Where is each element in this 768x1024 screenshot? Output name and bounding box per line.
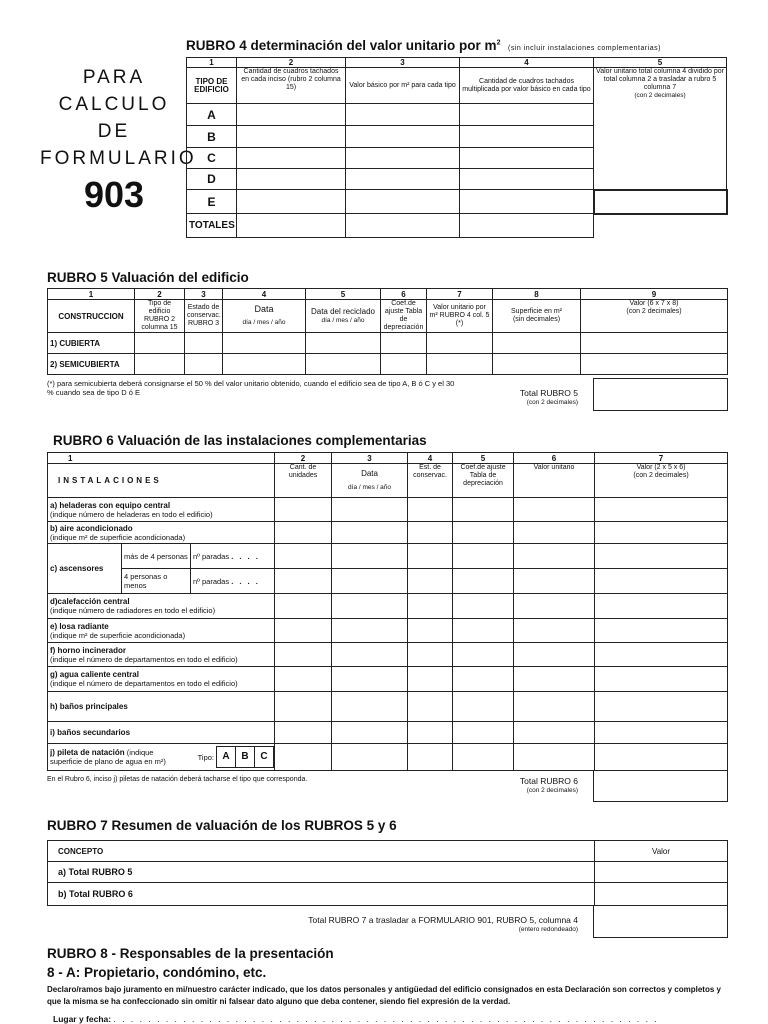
rubro5-cell-input[interactable] xyxy=(306,354,381,375)
rubro5-colnum: 4 xyxy=(223,289,306,300)
rubro6-colnum: 7 xyxy=(595,453,728,464)
rubro6-cell-input[interactable] xyxy=(408,498,453,522)
rubro5-cell-input[interactable] xyxy=(223,354,306,375)
rubro4-cell-input[interactable] xyxy=(346,190,460,214)
rubro5-cell-input[interactable] xyxy=(185,333,223,354)
rubro4-subtitle: (sin incluir instalaciones complementarias) xyxy=(507,45,661,52)
rubro4-total-input[interactable] xyxy=(237,214,346,238)
rubro7-header-concepto: CONCEPTO xyxy=(48,841,595,862)
rubro4-cell-input[interactable] xyxy=(237,104,346,126)
rubro6-cell-input[interactable] xyxy=(453,544,514,569)
rubro4-cell-input[interactable] xyxy=(346,148,460,169)
rubro6-cell-input[interactable] xyxy=(408,722,453,744)
rubro6-header-data-text: Data xyxy=(361,469,378,478)
rubro4-cell-input[interactable] xyxy=(460,190,594,214)
tipo-option-b[interactable]: B xyxy=(235,746,255,768)
rubro6-row-g-title: g) agua caliente central xyxy=(50,670,139,679)
rubro6-cell-input[interactable] xyxy=(514,722,595,744)
rubro4-cell-input[interactable] xyxy=(460,104,594,126)
rubro4-colnum: 4 xyxy=(460,58,594,68)
rubro5-colnum: 6 xyxy=(381,289,427,300)
rubro6-cell-input[interactable] xyxy=(595,722,728,744)
rubro6-cell-input[interactable] xyxy=(514,544,595,569)
rubro5-header-valor xyxy=(581,300,728,333)
rubro5-header-coef: Coef.de ajuste Tabla de depreciación xyxy=(381,300,427,333)
rubro6-paradas-dots[interactable]: . . . . xyxy=(231,576,260,586)
side-title-line1: PARA xyxy=(82,67,146,88)
rubro6-cell-input[interactable] xyxy=(453,667,514,692)
rubro4-title-sup: 2 xyxy=(496,39,501,47)
rubro6-header-valor xyxy=(595,464,728,498)
rubro5-cell-input[interactable] xyxy=(581,354,728,375)
rubro5-cell-input[interactable] xyxy=(427,333,493,354)
rubro6-cell-input[interactable] xyxy=(275,594,332,619)
rubro6-cell-input[interactable] xyxy=(595,667,728,692)
rubro6-tipo-selector xyxy=(198,744,274,770)
rubro7-table xyxy=(47,840,728,906)
rubro6-header-instalaciones: INSTALACIONES xyxy=(48,464,275,498)
rubro5-cell-input[interactable] xyxy=(306,333,381,354)
rubro6-total-label-block xyxy=(470,776,578,796)
rubro5-colnum: 8 xyxy=(493,289,581,300)
rubro6-row-j xyxy=(48,744,275,771)
rubro6-colnum: 2 xyxy=(275,453,332,464)
rubro6-cell-input[interactable] xyxy=(332,522,408,544)
rubro5-cell-input[interactable] xyxy=(427,354,493,375)
rubro6-cell-input[interactable] xyxy=(332,667,408,692)
rubro4-cell-input[interactable] xyxy=(346,126,460,148)
rubro4-cell-input[interactable] xyxy=(460,126,594,148)
rubro5-colnum: 3 xyxy=(185,289,223,300)
rubro6-table xyxy=(47,452,728,771)
rubro6-header-coef: Coef.de ajuste Tabla de depreciación xyxy=(453,464,514,498)
rubro6-cell-input[interactable] xyxy=(595,744,728,771)
rubro6-colnum: 4 xyxy=(408,453,453,464)
rubro6-total-sub: (con 2 decimales) xyxy=(526,787,578,794)
rubro5-cell-input[interactable] xyxy=(185,354,223,375)
rubro6-cell-input[interactable] xyxy=(453,594,514,619)
rubro6-row-a-title: a) heladeras con equipo central xyxy=(50,500,171,510)
rubro6-row-f-sub: (indique el número de departamentos en todo el edificio) xyxy=(50,654,238,664)
rubro6-row-c-opt2: 4 personas o menos xyxy=(122,569,191,594)
rubro6-cell-input[interactable] xyxy=(332,722,408,744)
rubro6-row-e-title: e) losa radiante xyxy=(50,621,109,631)
rubro6-cell-input[interactable] xyxy=(275,744,332,771)
rubro6-cell-input[interactable] xyxy=(275,544,332,569)
rubro7-row-total6: b) Total RUBRO 6 xyxy=(48,883,595,906)
rubro6-colnum: 6 xyxy=(514,453,595,464)
rubro6-cell-input[interactable] xyxy=(275,692,332,722)
rubro6-paradas-label: nº paradas xyxy=(193,576,230,586)
rubro5-header-valor-text: Valor (6 x 7 x 8) xyxy=(629,300,679,307)
rubro4-header-cantidad: Cantidad de cuadros tachados en cada inciso (rubro 2 columna 15) xyxy=(237,68,346,104)
rubro6-paradas-dots[interactable]: . . . . xyxy=(231,551,260,561)
rubro4-colnum: 1 xyxy=(187,58,237,68)
rubro6-cell-input[interactable] xyxy=(408,667,453,692)
rubro5-header-data xyxy=(223,300,306,333)
rubro5-cell-input[interactable] xyxy=(493,333,581,354)
rubro6-cell-input[interactable] xyxy=(595,643,728,667)
rubro4-row-label: E xyxy=(187,190,237,214)
rubro4-total-input[interactable] xyxy=(346,214,460,238)
rubro6-header-estado: Est. de conservac. xyxy=(408,464,453,498)
rubro5-header-estado: Estado de conservac. RUBRO 3 xyxy=(185,300,223,333)
rubro5-row-semicubierta: 2) SEMICUBIERTA xyxy=(48,354,135,375)
rubro5-total-label-block xyxy=(470,388,578,408)
rubro6-header-data-sub: día / mes / año xyxy=(348,484,392,491)
rubro6-row-b-sub: (indique m² de superficie acondicionada) xyxy=(50,532,186,542)
rubro6-cell-input[interactable] xyxy=(408,619,453,643)
rubro5-colnum: 9 xyxy=(581,289,728,300)
rubro6-cell-input[interactable] xyxy=(453,722,514,744)
rubro5-colnum: 2 xyxy=(135,289,185,300)
rubro8-place-date xyxy=(53,1014,659,1024)
rubro4-cell-input[interactable] xyxy=(460,169,594,190)
rubro5-header-valor-unitario: Valor unitario por m² RUBRO 4 col. 5 (*) xyxy=(427,300,493,333)
side-title-line4: FORMULARIO xyxy=(40,148,197,169)
rubro6-colnum: 1 xyxy=(48,453,275,464)
rubro6-cell-input[interactable] xyxy=(275,667,332,692)
rubro4-colnum: 2 xyxy=(237,58,346,68)
rubro6-cell-input[interactable] xyxy=(408,643,453,667)
rubro6-cell-input[interactable] xyxy=(453,498,514,522)
rubro5-colnum: 7 xyxy=(427,289,493,300)
rubro7-total-label: Total RUBRO 7 a trasladar a FORMULARIO 901, RUBRO 5, columna 4 xyxy=(308,915,578,925)
rubro6-row-j-sub1: (indique xyxy=(126,748,154,757)
rubro5-header-data-text: Data xyxy=(254,304,274,314)
rubro7-header-valor: Valor xyxy=(595,841,728,862)
rubro6-cell-input[interactable] xyxy=(332,544,408,569)
rubro6-row-g xyxy=(48,667,275,692)
rubro5-colnum: 1 xyxy=(48,289,135,300)
rubro6-cell-input[interactable] xyxy=(408,744,453,771)
rubro4-colnum: 3 xyxy=(346,58,460,68)
rubro5-header-reciclado-sub: día / mes / año xyxy=(321,317,365,324)
rubro6-cell-input[interactable] xyxy=(408,594,453,619)
rubro4-header-decimales: (con 2 decimales) xyxy=(634,92,686,99)
tipo-option-a[interactable]: A xyxy=(216,746,236,768)
rubro5-header-reciclado-text: Data del reciclado xyxy=(310,307,376,316)
rubro6-row-d-sub: (indique número de radiadores en todo el edificio) xyxy=(50,606,216,615)
rubro6-cell-input[interactable] xyxy=(595,544,728,569)
rubro6-row-b xyxy=(48,522,275,544)
rubro6-cell-input[interactable] xyxy=(514,619,595,643)
rubro6-total-label: Total RUBRO 6 xyxy=(519,776,578,786)
rubro5-note: (*) para semicubierta deberá consignarse el 50 % del valor unitario obtenido, cuando el edificio sea de tipo A, B ó C y el 30 % cuando sea de tipo D ó E xyxy=(47,379,455,397)
rubro6-row-f-title: f) horno incinerador xyxy=(50,645,126,655)
rubro4-title xyxy=(186,38,661,53)
rubro6-row-c-title: c) ascensores xyxy=(48,544,122,594)
rubro4-valor-unitario-input[interactable] xyxy=(594,190,727,214)
rubro4-row-label: C xyxy=(187,148,237,169)
rubro6-cell-input[interactable] xyxy=(514,667,595,692)
rubro5-header-construccion: CONSTRUCCION xyxy=(48,300,135,333)
rubro6-cell-input[interactable] xyxy=(514,498,595,522)
rubro4-table xyxy=(186,57,728,238)
rubro6-cell-input[interactable] xyxy=(453,619,514,643)
rubro6-cell-input[interactable] xyxy=(275,619,332,643)
rubro6-paradas-label: nº paradas xyxy=(193,551,230,561)
rubro6-cell-input[interactable] xyxy=(595,692,728,722)
rubro4-empty xyxy=(594,214,727,238)
rubro6-cell-input[interactable] xyxy=(332,569,408,594)
rubro5-cell-input[interactable] xyxy=(223,333,306,354)
rubro6-cell-input[interactable] xyxy=(453,522,514,544)
rubro5-header-superficie xyxy=(493,300,581,333)
rubro4-cell-input[interactable] xyxy=(237,148,346,169)
rubro7-total-input[interactable] xyxy=(593,905,728,938)
rubro8-title: RUBRO 8 - Responsables de la presentación xyxy=(47,946,334,961)
rubro5-row-cubierta: 1) CUBIERTA xyxy=(48,333,135,354)
rubro6-row-c-paradas2 xyxy=(191,569,275,594)
rubro4-row-label: B xyxy=(187,126,237,148)
rubro6-row-j-sub2: superficie de plano de agua en m²) xyxy=(50,757,166,766)
rubro6-colnum: 5 xyxy=(453,453,514,464)
rubro6-cell-input[interactable] xyxy=(332,744,408,771)
rubro6-total-input[interactable] xyxy=(593,770,728,802)
rubro6-header-valor-unitario: Valor unitario xyxy=(514,464,595,498)
rubro6-cell-input[interactable] xyxy=(595,619,728,643)
rubro5-header-valor-sub: (con 2 decimales) xyxy=(626,308,682,315)
rubro6-row-d-title: d)calefacción central xyxy=(50,597,130,606)
rubro6-cell-input[interactable] xyxy=(595,522,728,544)
rubro6-cell-input[interactable] xyxy=(332,594,408,619)
rubro5-cell-input[interactable] xyxy=(381,333,427,354)
rubro7-title: RUBRO 7 Resumen de valuación de los RUBROS 5 y 6 xyxy=(47,818,397,833)
rubro4-header-valor-unitario xyxy=(594,68,727,190)
rubro4-cell-input[interactable] xyxy=(237,126,346,148)
rubro5-table xyxy=(47,288,728,375)
rubro6-row-i-title: i) baños secundarios xyxy=(48,722,275,744)
rubro4-row-label: D xyxy=(187,169,237,190)
rubro7-row-total5: a) Total RUBRO 5 xyxy=(48,862,595,883)
rubro4-header-multiplicada: Cantidad de cuadros tachados multiplicada por valor básico en cada tipo xyxy=(460,68,594,104)
rubro5-cell-input[interactable] xyxy=(581,333,728,354)
rubro6-row-f xyxy=(48,643,275,667)
rubro8-place-date-label: Lugar y fecha: xyxy=(53,1014,112,1024)
rubro6-cell-input[interactable] xyxy=(514,692,595,722)
side-title-line2: CALCULO xyxy=(58,94,170,115)
rubro6-cell-input[interactable] xyxy=(514,569,595,594)
rubro6-title: RUBRO 6 Valuación de las instalaciones complementarias xyxy=(53,433,427,448)
rubro5-header-superficie-sub: (sin decimales) xyxy=(512,316,561,323)
rubro6-cell-input[interactable] xyxy=(332,643,408,667)
rubro6-cell-input[interactable] xyxy=(332,498,408,522)
rubro6-row-j-title: j) pileta de natación xyxy=(50,748,125,757)
rubro5-colnum: 5 xyxy=(306,289,381,300)
rubro5-title: RUBRO 5 Valuación del edificio xyxy=(47,270,249,285)
rubro7-total5-input[interactable] xyxy=(595,862,728,883)
rubro6-cell-input[interactable] xyxy=(514,744,595,771)
rubro4-title-text: RUBRO 4 determinación del valor unitario por m xyxy=(186,38,497,53)
rubro5-header-data-reciclado xyxy=(306,300,381,333)
rubro4-cell-input[interactable] xyxy=(460,148,594,169)
rubro6-cell-input[interactable] xyxy=(453,744,514,771)
rubro5-cell-input[interactable] xyxy=(135,333,185,354)
rubro4-cell-input[interactable] xyxy=(237,190,346,214)
rubro6-cell-input[interactable] xyxy=(275,722,332,744)
rubro6-cell-input[interactable] xyxy=(514,594,595,619)
rubro6-row-a-sub: (indique número de heladeras en todo el edificio) xyxy=(50,509,213,519)
rubro6-cell-input[interactable] xyxy=(514,643,595,667)
rubro6-cell-input[interactable] xyxy=(514,522,595,544)
rubro6-row-g-sub: (indique el número de departamentos en todo el edificio) xyxy=(50,679,238,688)
rubro6-cell-input[interactable] xyxy=(332,619,408,643)
rubro6-colnum: 3 xyxy=(332,453,408,464)
rubro6-row-a xyxy=(48,498,275,522)
rubro6-cell-input[interactable] xyxy=(595,569,728,594)
rubro4-total-input[interactable] xyxy=(460,214,594,238)
rubro6-header-valor-text: Valor (2 x 5 x 6) xyxy=(636,464,686,471)
rubro5-total-label: Total RUBRO 5 xyxy=(519,388,578,398)
rubro5-cell-input[interactable] xyxy=(135,354,185,375)
side-title-line3: DE xyxy=(97,121,131,142)
rubro6-cell-input[interactable] xyxy=(275,522,332,544)
rubro6-tipo-label: Tipo: xyxy=(197,752,215,762)
rubro5-header-data-sub: día / mes / año xyxy=(242,319,286,326)
rubro6-row-h-title: h) baños principales xyxy=(48,692,275,722)
form-number: 903 xyxy=(83,174,145,215)
rubro4-header-tipo: TIPO DE EDIFICIO xyxy=(187,68,237,104)
place-date-field[interactable]: . . . . . . . . . . . . . . . . . . . . . . . . . . . . . . . . . . . . . . . . . . . . . . . . . . . . . . . . . . . . . . . xyxy=(113,1014,659,1024)
rubro4-cell-input[interactable] xyxy=(237,169,346,190)
rubro5-total-sub: (con 2 decimales) xyxy=(526,399,578,406)
rubro5-header-superficie-text: Superficie en m² xyxy=(511,308,562,315)
rubro6-row-e xyxy=(48,619,275,643)
rubro6-cell-input[interactable] xyxy=(332,692,408,722)
rubro7-total6-input[interactable] xyxy=(595,883,728,906)
rubro5-header-tipo: Tipo de edificio RUBRO 2 columna 15 xyxy=(135,300,185,333)
rubro6-header-valor-sub: (con 2 decimales) xyxy=(633,472,689,479)
rubro6-cell-input[interactable] xyxy=(453,643,514,667)
rubro6-row-d xyxy=(48,594,275,619)
rubro7-total-sub: (entero redondeado) xyxy=(518,926,578,933)
rubro6-row-e-sub: (indique m² de superficie acondicionada) xyxy=(50,630,186,640)
rubro5-cell-input[interactable] xyxy=(493,354,581,375)
rubro4-totales-label: TOTALES xyxy=(187,214,237,238)
rubro6-cell-input[interactable] xyxy=(453,569,514,594)
rubro4-colnum: 5 xyxy=(594,58,727,68)
rubro6-cell-input[interactable] xyxy=(595,594,728,619)
rubro6-row-c-opt1: más de 4 personas xyxy=(122,544,191,569)
side-title xyxy=(40,64,197,216)
rubro6-cell-input[interactable] xyxy=(408,569,453,594)
rubro8-declaration: Declaro/ramos bajo juramento en mi/nuestro carácter indicado, que los datos personales y antigüedad del edificio consignados en esta Declaración son correctos y completos y que la misma se ha confeccionado sin omitir ni falsear dato alguno que deba contener, siendo fiel expresión de la verdad. xyxy=(47,985,721,1006)
rubro6-row-c-paradas1 xyxy=(191,544,275,569)
rubro6-header-data xyxy=(332,464,408,498)
rubro6-cell-input[interactable] xyxy=(453,692,514,722)
rubro6-cell-input[interactable] xyxy=(408,522,453,544)
rubro6-row-b-title: b) aire acondicionado xyxy=(50,523,133,533)
rubro6-note: En el Rubro 6, inciso j) piletas de natación deberá tacharse el tipo que corresponda. xyxy=(47,776,308,783)
rubro7-total-label-block xyxy=(270,915,578,935)
rubro6-cell-input[interactable] xyxy=(275,498,332,522)
rubro4-header-valor-basico: Valor básico por m² para cada tipo xyxy=(346,68,460,104)
rubro4-row-label: A xyxy=(187,104,237,126)
rubro6-cell-input[interactable] xyxy=(595,498,728,522)
rubro6-cell-input[interactable] xyxy=(408,544,453,569)
tipo-option-c[interactable]: C xyxy=(254,746,274,768)
rubro6-cell-input[interactable] xyxy=(408,692,453,722)
rubro6-header-cantidad: Cant. de unidades xyxy=(275,464,332,498)
rubro5-cell-input[interactable] xyxy=(381,354,427,375)
rubro5-total-input[interactable] xyxy=(593,378,728,411)
rubro4-cell-input[interactable] xyxy=(346,104,460,126)
rubro4-cell-input[interactable] xyxy=(346,169,460,190)
rubro6-cell-input[interactable] xyxy=(275,643,332,667)
rubro6-cell-input[interactable] xyxy=(275,569,332,594)
rubro4-header-valor-unitario-text: Valor unitario total columna 4 dividido por total columna 2 a trasladar a rubro 5 columna 7 xyxy=(596,68,724,91)
rubro8-subtitle: 8 - A: Propietario, condómino, etc. xyxy=(47,965,267,980)
